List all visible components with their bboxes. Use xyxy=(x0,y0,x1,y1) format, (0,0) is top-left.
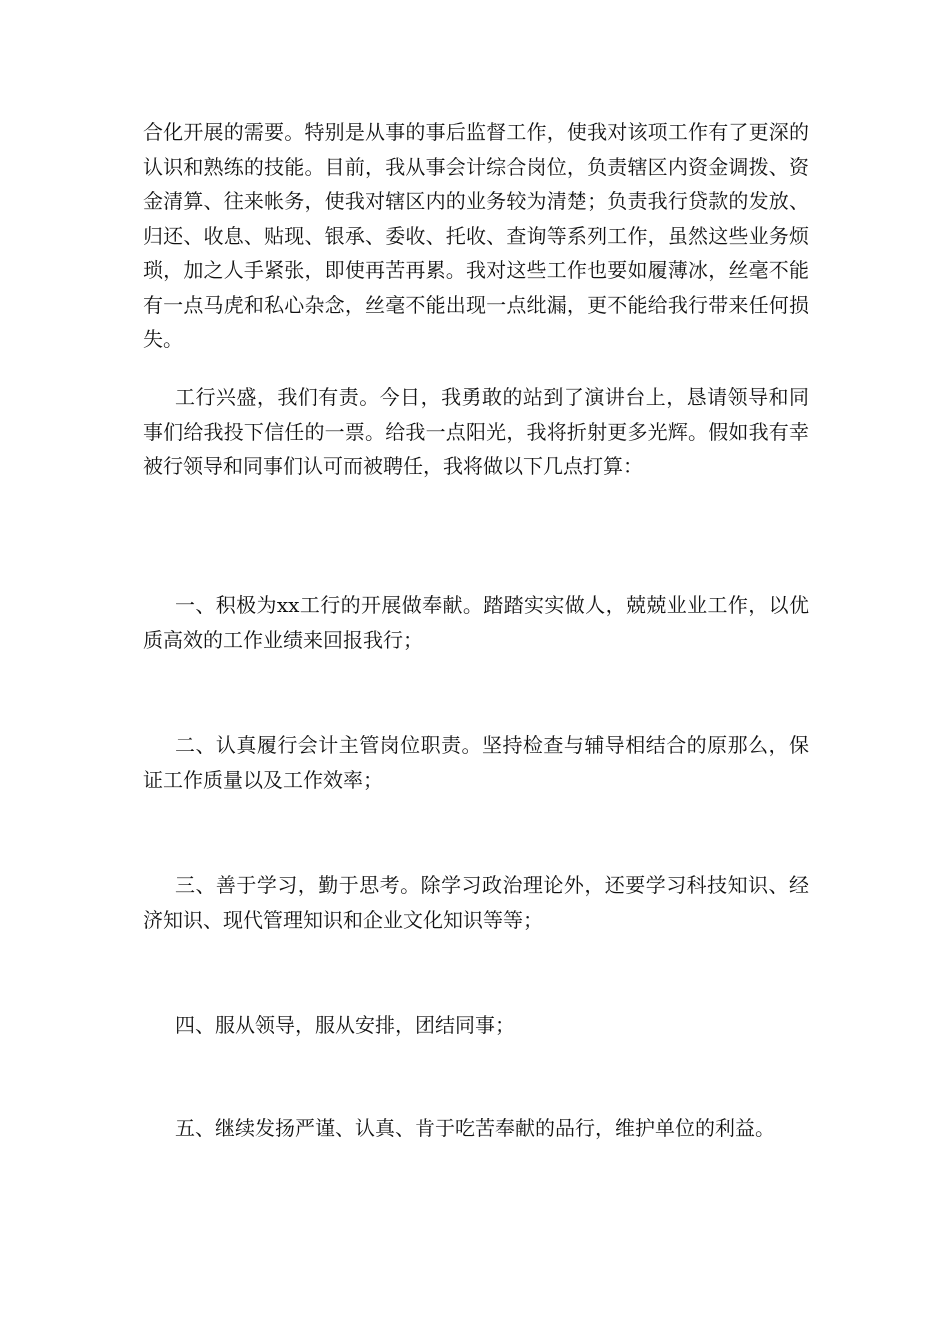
paragraph-plan-item-5: 五、继续发扬严谨、认真、肯于吃苦奉献的品行，维护单位的利益。 xyxy=(175,1116,775,1140)
paragraph-speech-intro: 工行兴盛，我们有责。今日，我勇敢的站到了演讲台上，恳请领导和同事们给我投下信任的一票。给我一点阳光，我将折射更多光辉。假如我有幸被行领导和同事们认可而被聘任，我将做以下几点打算： xyxy=(143,385,809,478)
paragraph-work-experience: 合化开展的需要。特别是从事的事后监督工作，使我对该项工作有了更深的认识和熟练的技能。目前，我从事会计综合岗位，负责辖区内资金调拨、资金清算、往来帐务，使我对辖区内的业务较为清楚；负责我行贷款的发放、归还、收息、贴现、银承、委收、托收、查询等系列工作，虽然这些业务烦琐，加之人手紧张，即使再苦再累。我对这些工作也要如履薄冰，丝毫不能有一点马虎和私心杂念，丝毫不能出现一点纰漏，更不能给我行带来任何损失。 xyxy=(143,120,809,351)
paragraph-plan-item-1: 一、积极为xx工行的开展做奉献。踏踏实实做人，兢兢业业工作，以优质高效的工作业绩来回报我行； xyxy=(143,593,809,652)
paragraph-plan-item-3: 三、善于学习，勤于思考。除学习政治理论外，还要学习科技知识、经济知识、现代管理知识和企业文化知识等等； xyxy=(143,873,809,932)
paragraph-plan-item-2: 二、认真履行会计主管岗位职责。坚持检查与辅导相结合的原那么，保证工作质量以及工作效率； xyxy=(143,733,809,792)
paragraph-plan-item-4: 四、服从领导，服从安排，团结同事； xyxy=(175,1013,515,1037)
